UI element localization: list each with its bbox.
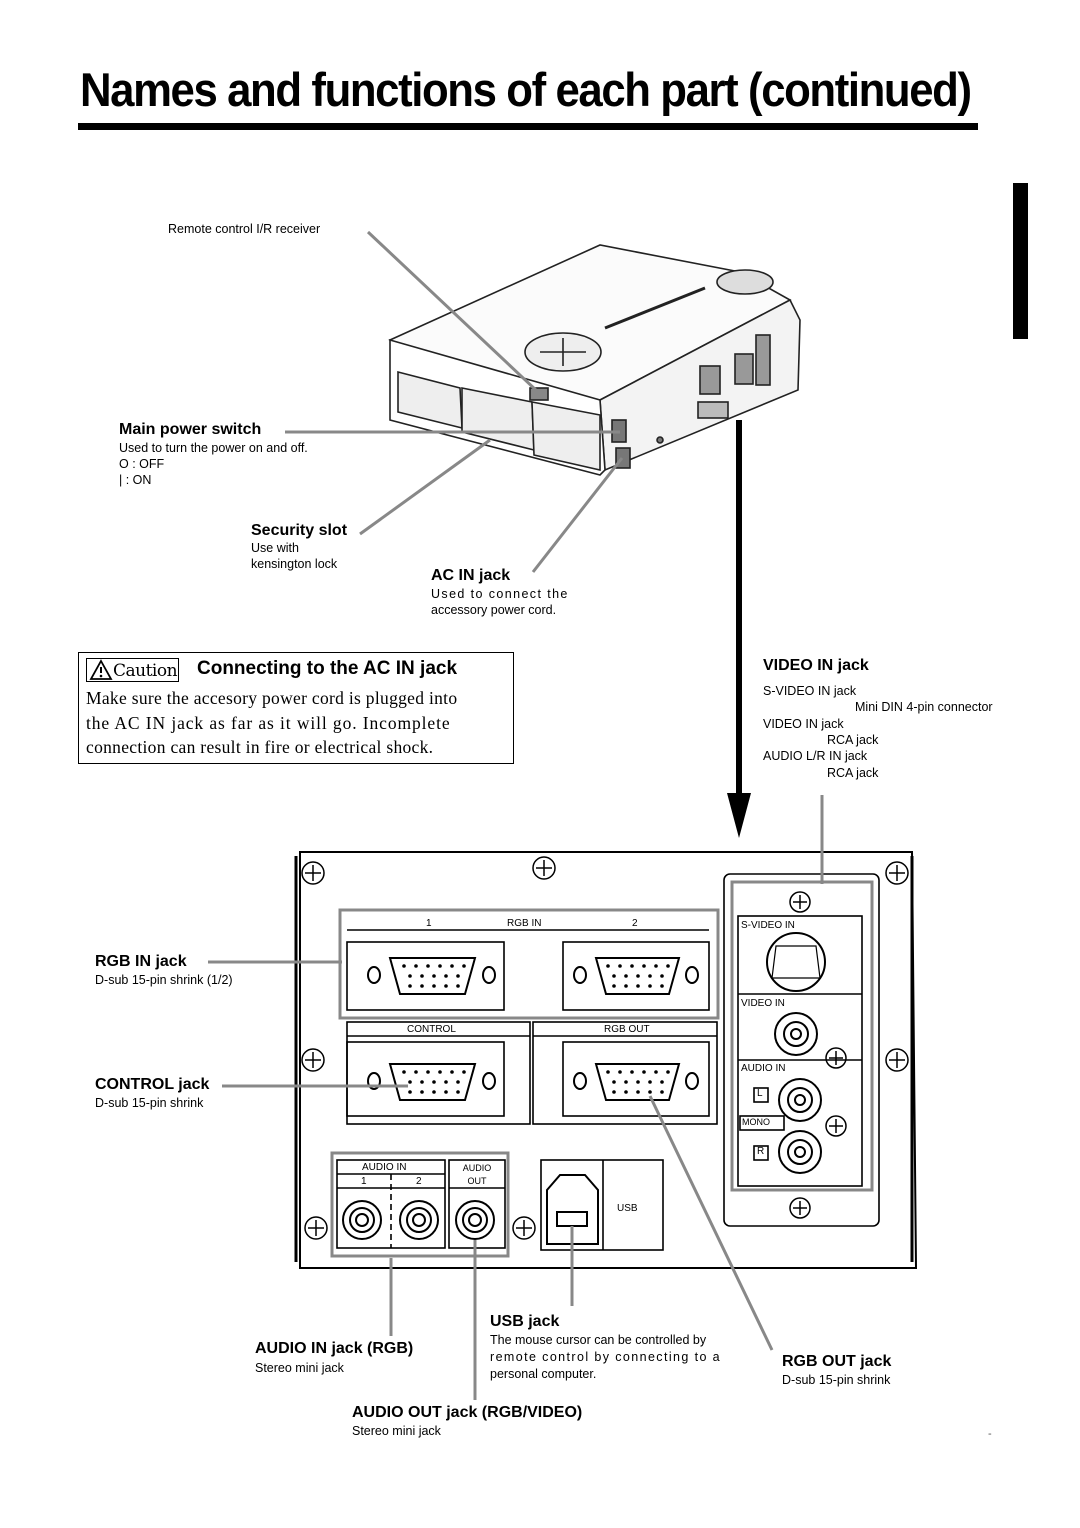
video-in-line-6: RCA jack	[827, 766, 879, 780]
security-slot-desc2: kensington lock	[251, 557, 338, 571]
down-arrow-icon	[727, 420, 751, 838]
rear-panel-illustration	[296, 852, 916, 1268]
ac-in-jack-desc2: accessory power cord.	[431, 603, 557, 617]
rgb-out-jack-desc: D-sub 15-pin shrink	[782, 1373, 891, 1387]
caution-box	[78, 652, 514, 764]
ac-in-jack-desc1: Used to connect the	[431, 587, 569, 601]
panel-audio-in-2: 2	[416, 1176, 422, 1187]
panel-rgb-in-1: 1	[426, 918, 432, 929]
caution-line-1: Make sure the accesory power cord is plugged into	[86, 688, 458, 708]
warning-triangle-icon	[89, 659, 113, 681]
video-in-line-3: VIDEO IN jack	[763, 717, 844, 731]
panel-l: L	[757, 1088, 763, 1099]
panel-rgb-out: RGB OUT	[604, 1024, 650, 1035]
rgb-in-jack-desc: D-sub 15-pin shrink (1/2)	[95, 973, 233, 987]
usb-jack-title: USB jack	[490, 1313, 560, 1330]
panel-audio-in: AUDIO IN	[362, 1162, 407, 1173]
audio-out-jack-desc: Stereo mini jack	[352, 1424, 441, 1438]
video-in-line-2: Mini DIN 4-pin connector	[855, 700, 993, 714]
caution-badge-label: Caution	[113, 661, 178, 681]
panel-s-video-in: S-VIDEO IN	[741, 920, 795, 931]
caution-line-3: connection can result in fire or electrical shock.	[86, 737, 434, 757]
remote-receiver-label: Remote control I/R receiver	[168, 222, 321, 236]
control-jack-desc: D-sub 15-pin shrink	[95, 1096, 204, 1110]
video-in-jack-title: VIDEO IN jack	[763, 657, 869, 674]
panel-usb: USB	[617, 1203, 638, 1214]
video-in-line-4: RCA jack	[827, 733, 879, 747]
caution-line-2: the AC IN jack as far as it will go. Incomplete	[86, 712, 451, 733]
page-number: -	[988, 1428, 992, 1440]
audio-out-jack-title: AUDIO OUT jack (RGB/VIDEO)	[352, 1404, 583, 1421]
rgb-in-jack-title: RGB IN jack	[95, 953, 187, 970]
page-title: Names and functions of each part (continued)	[80, 63, 971, 116]
usb-jack-desc2: remote control by connecting to a	[490, 1350, 722, 1364]
security-slot-title: Security slot	[251, 522, 348, 539]
panel-audio-in-1: 1	[361, 1176, 367, 1187]
video-in-line-1: S-VIDEO IN jack	[763, 684, 857, 698]
panel-video-in: VIDEO IN	[741, 998, 785, 1009]
usb-jack-desc1: The mouse cursor can be controlled by	[490, 1333, 707, 1347]
power-on-label: | : ON	[119, 473, 152, 487]
panel-audio-out: AUDIO OUT	[462, 1163, 492, 1186]
power-off-label: O : OFF	[119, 457, 165, 471]
main-power-switch-title: Main power switch	[119, 421, 262, 438]
control-jack-title: CONTROL jack	[95, 1076, 210, 1093]
audio-in-jack-title: AUDIO IN jack (RGB)	[255, 1340, 414, 1357]
main-power-switch-desc: Used to turn the power on and off.	[119, 441, 308, 455]
audio-in-jack-desc: Stereo mini jack	[255, 1361, 344, 1375]
video-in-line-5: AUDIO L/R IN jack	[763, 749, 868, 763]
rgb-out-jack-title: RGB OUT jack	[782, 1353, 892, 1370]
usb-jack-desc3: personal computer.	[490, 1367, 597, 1381]
caution-body	[86, 686, 510, 760]
caution-title: Connecting to the AC IN jack	[197, 658, 458, 679]
ac-in-jack-title: AC IN jack	[431, 567, 511, 584]
panel-mono: MONO	[742, 1117, 770, 1127]
panel-rgb-in-2: 2	[632, 918, 638, 929]
panel-control: CONTROL	[407, 1024, 456, 1035]
security-slot-desc1: Use with	[251, 541, 299, 555]
panel-audio-in-v: AUDIO IN	[741, 1063, 786, 1074]
caution-badge	[86, 658, 179, 682]
panel-r: R	[757, 1146, 765, 1157]
panel-rgb-in: RGB IN	[507, 918, 542, 929]
